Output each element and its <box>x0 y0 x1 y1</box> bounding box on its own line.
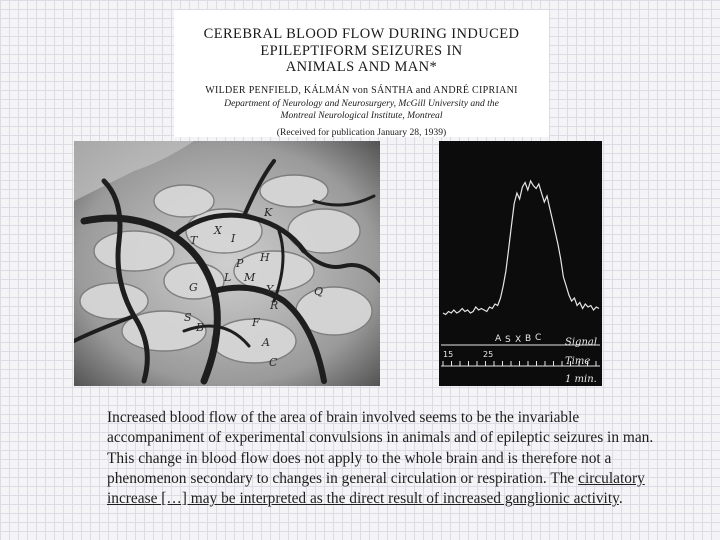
paper-title-line: ANIMALS AND MAN* <box>285 59 438 75</box>
event-marker: C <box>535 333 542 343</box>
brain-point-label: K <box>264 206 273 219</box>
event-markers <box>495 333 541 345</box>
brain-surface-photo <box>74 141 380 386</box>
brain-point-label: B <box>196 321 205 334</box>
event-marker: S <box>505 335 511 345</box>
caption-text: Increased blood flow of the area of brain involved seems to be the invariable accompaniment of experimental convulsions in animals and of epileptic seizures in man. This change in blood flow does not apply to the whole brain and is therefore not a phenomenon secondary to changes in general circulation or respiration. The <box>107 409 654 487</box>
brain-point-label: X <box>214 224 222 237</box>
paper-header-clipping <box>174 10 549 137</box>
caption-underlined-quote: circulatory increase […] may be interpreted as the direct result of increased ganglionic activity <box>107 469 645 508</box>
brain-photo-drawing <box>74 141 380 386</box>
brain-point-label: L <box>224 271 232 284</box>
brain-point-label: A <box>262 336 270 349</box>
paper-affiliation <box>174 98 549 122</box>
paper-title <box>174 26 549 76</box>
brain-point-label: R <box>270 299 279 312</box>
event-marker: B <box>525 334 532 344</box>
brain-point-label: M <box>244 271 256 284</box>
paper-title-line: CEREBRAL BLOOD FLOW DURING INDUCED <box>203 26 520 42</box>
event-marker: A <box>495 334 502 344</box>
paper-received-date: (Received for publication January 28, 1939) <box>276 126 447 138</box>
tick-label: 15 <box>443 350 454 359</box>
paper-title-line: EPILEPTIFORM SEIZURES IN <box>260 42 463 59</box>
brain-point-label: Y <box>266 283 274 296</box>
paper-authors: WILDER PENFIELD, KÁLMÁN von SÁNTHA and ANDRÉ CIPRIANI <box>205 84 518 96</box>
blood-flow-recording <box>439 141 602 386</box>
brain-point-label: C <box>269 356 278 369</box>
brain-point-label: T <box>190 234 198 247</box>
recording-drawing <box>439 141 602 386</box>
brain-point-label: S <box>184 311 192 324</box>
brain-point-label: P <box>236 257 244 270</box>
caption-period: . <box>618 490 623 508</box>
brain-point-label: F <box>252 316 260 329</box>
scale-label: 1 min. <box>565 374 597 385</box>
signal-label: Signal <box>565 337 598 348</box>
event-marker: X <box>515 335 522 345</box>
tick-label: 25 <box>483 350 494 359</box>
blood-flow-trace <box>443 181 599 315</box>
brain-point-label: G <box>189 281 198 294</box>
brain-point-label: Q <box>314 285 324 298</box>
affiliation-line: Department of Neurology and Neurosurgery, McGill University and the <box>224 97 499 109</box>
affiliation-line: Montreal Neurological Institute, Montreal <box>280 109 443 121</box>
time-label: Time <box>565 356 591 367</box>
brain-point-label: H <box>260 251 270 264</box>
slide-caption <box>107 408 677 509</box>
brain-point-label: I <box>231 232 236 245</box>
